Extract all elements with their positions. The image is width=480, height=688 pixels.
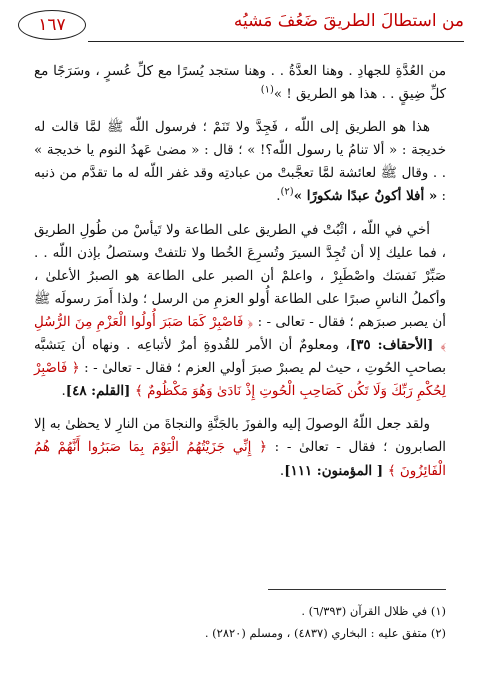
verse-ref-ahqaf: [الأحقاف: ٣٥] [349,337,441,354]
quran-verse-ahqaf: ﴿ فَاصْبِرْ كَمَا صَبَرَ أُولُوا الْعَزْمِ مِنَ الرُّسُلِ ﴾ [34,314,446,354]
paragraph-2-text-a: هذا هو الطريق إلى اللّه ، فَجِدَّ ولا تَنَمْ ؛ فرسول اللّه ﷺ لمَّا قالت له خديجة : [34,120,446,159]
paragraph-1 [34,60,446,106]
quran-verse-qalam: ﴿ فَاصْبِرْ لِحُكْمِ رَبِّكَ وَلَا تَكُن كَصَاحِبِ الْحُوتِ إِذْ نَادَىٰ وَهُوَ مَكْظُومٌ ﴾ [34,361,446,400]
paragraph-3-end: . [61,384,66,400]
page-header [18,8,464,42]
quote-prophet-reply: « مضىٰ عَهدُ النوم يا خديجة » [34,143,200,159]
paragraph-4-end: . [279,463,285,479]
footnotes [34,600,446,644]
paragraph-2 [34,116,446,208]
quote-khadija: « ألا تنامُ يا رسول اللّه؟! » [247,143,398,159]
quote-shakur: « أفلا أكونُ عبدًا شكورًا » [293,188,438,205]
paragraph-4 [34,413,446,482]
page-number: ١٦٧ [18,10,86,40]
paragraph-3-text-b: ، ومعلومٌ أن الأمر للقُدوةِ أمرٌ لأتباعِه . ونهاه أن يَتشبَّه بصاحبِ الحُوتِ ، حيث لم يصبرْ صبرَ أولي العزم ؛ فقال - تعالىٰ - : [34,338,447,377]
paragraph-2-end: . [276,189,281,205]
paragraph-1-text: من العُدَّةِ للجهادِ . وهنا العدَّةُ . . وهنا ستجد يُسرًا مع كلِّ عُسرٍ ، وسَرَجًا مع كلِّ ضِيقٍ . . هذا هو الطريق ! » [34,64,446,103]
page-body [34,60,446,483]
footnote-2: (٢) متفق عليه : البخاري (٤٨٣٧) ، ومسلم (٢٨٢٠) . [204,626,446,640]
verse-ref-muminun: [ المؤمنون: ١١١] [284,462,388,479]
footnote-1: (١) في ظلال القرآن (٦/٣٩٣) . [301,604,446,618]
paragraph-3-text-a: أخي في اللّه ، اثْبُتْ في الطريق على الطاعة ولا تَيأسْ من طُولِ الطريق ، فما عليك إلا أن تُجِدَّ السيرَ وتُسرِعَ الخُطا ولا تلتفتْ وستصلُ بإذن اللّه . . صَبِّرْ نَفسَك واصْطَبِرْ ، واعلمْ أن الصبر على الطاعة هو الصبرُ الأعلىٰ ، وأكملُ الناسِ صبرًا على الطاعة أُولو العزمِ من الرسل ؛ ولذا أَمرَ رسولَه ﷺ أن يصبر صبرَهم ؛ فقال - تعالى - : [34,222,446,330]
footnote-ref-2: (٢) [280,187,294,198]
running-title: من استطالَ الطريقَ ضَعُفَ مَشيُه [233,11,464,31]
verse-ref-qalam: [القلم: ٤٨] [65,383,136,400]
paragraph-3 [34,219,446,404]
paragraph-2-text-b: ؛ قال : [199,143,248,159]
footnote-ref-1: (١) [260,84,274,96]
paragraph-2-text-c: . . وقال ﷺ لعائشة لمَّا تعجَّبتْ من عبادتِه وقد غفر اللّه له ما تقدَّم من ذنبه : [34,166,446,205]
quran-verse-muminun: ﴿ إِنِّي جَزَيْتُهُمُ الْيَوْمَ بِمَا صَبَرُوا أَنَّهُمْ هُمُ الْفَائِزُونَ ﴾ [34,440,446,479]
footnote-rule [268,589,446,590]
paragraph-4-text-a: ولقد جعل اللّهُ الوصولَ إليه والفوزَ بالجَنَّةِ والنجاةَ من النارِ لا يحظىٰ به إلا الصابرون ؛ فقال - تعالىٰ - : [34,417,446,456]
header-rule [88,41,464,42]
